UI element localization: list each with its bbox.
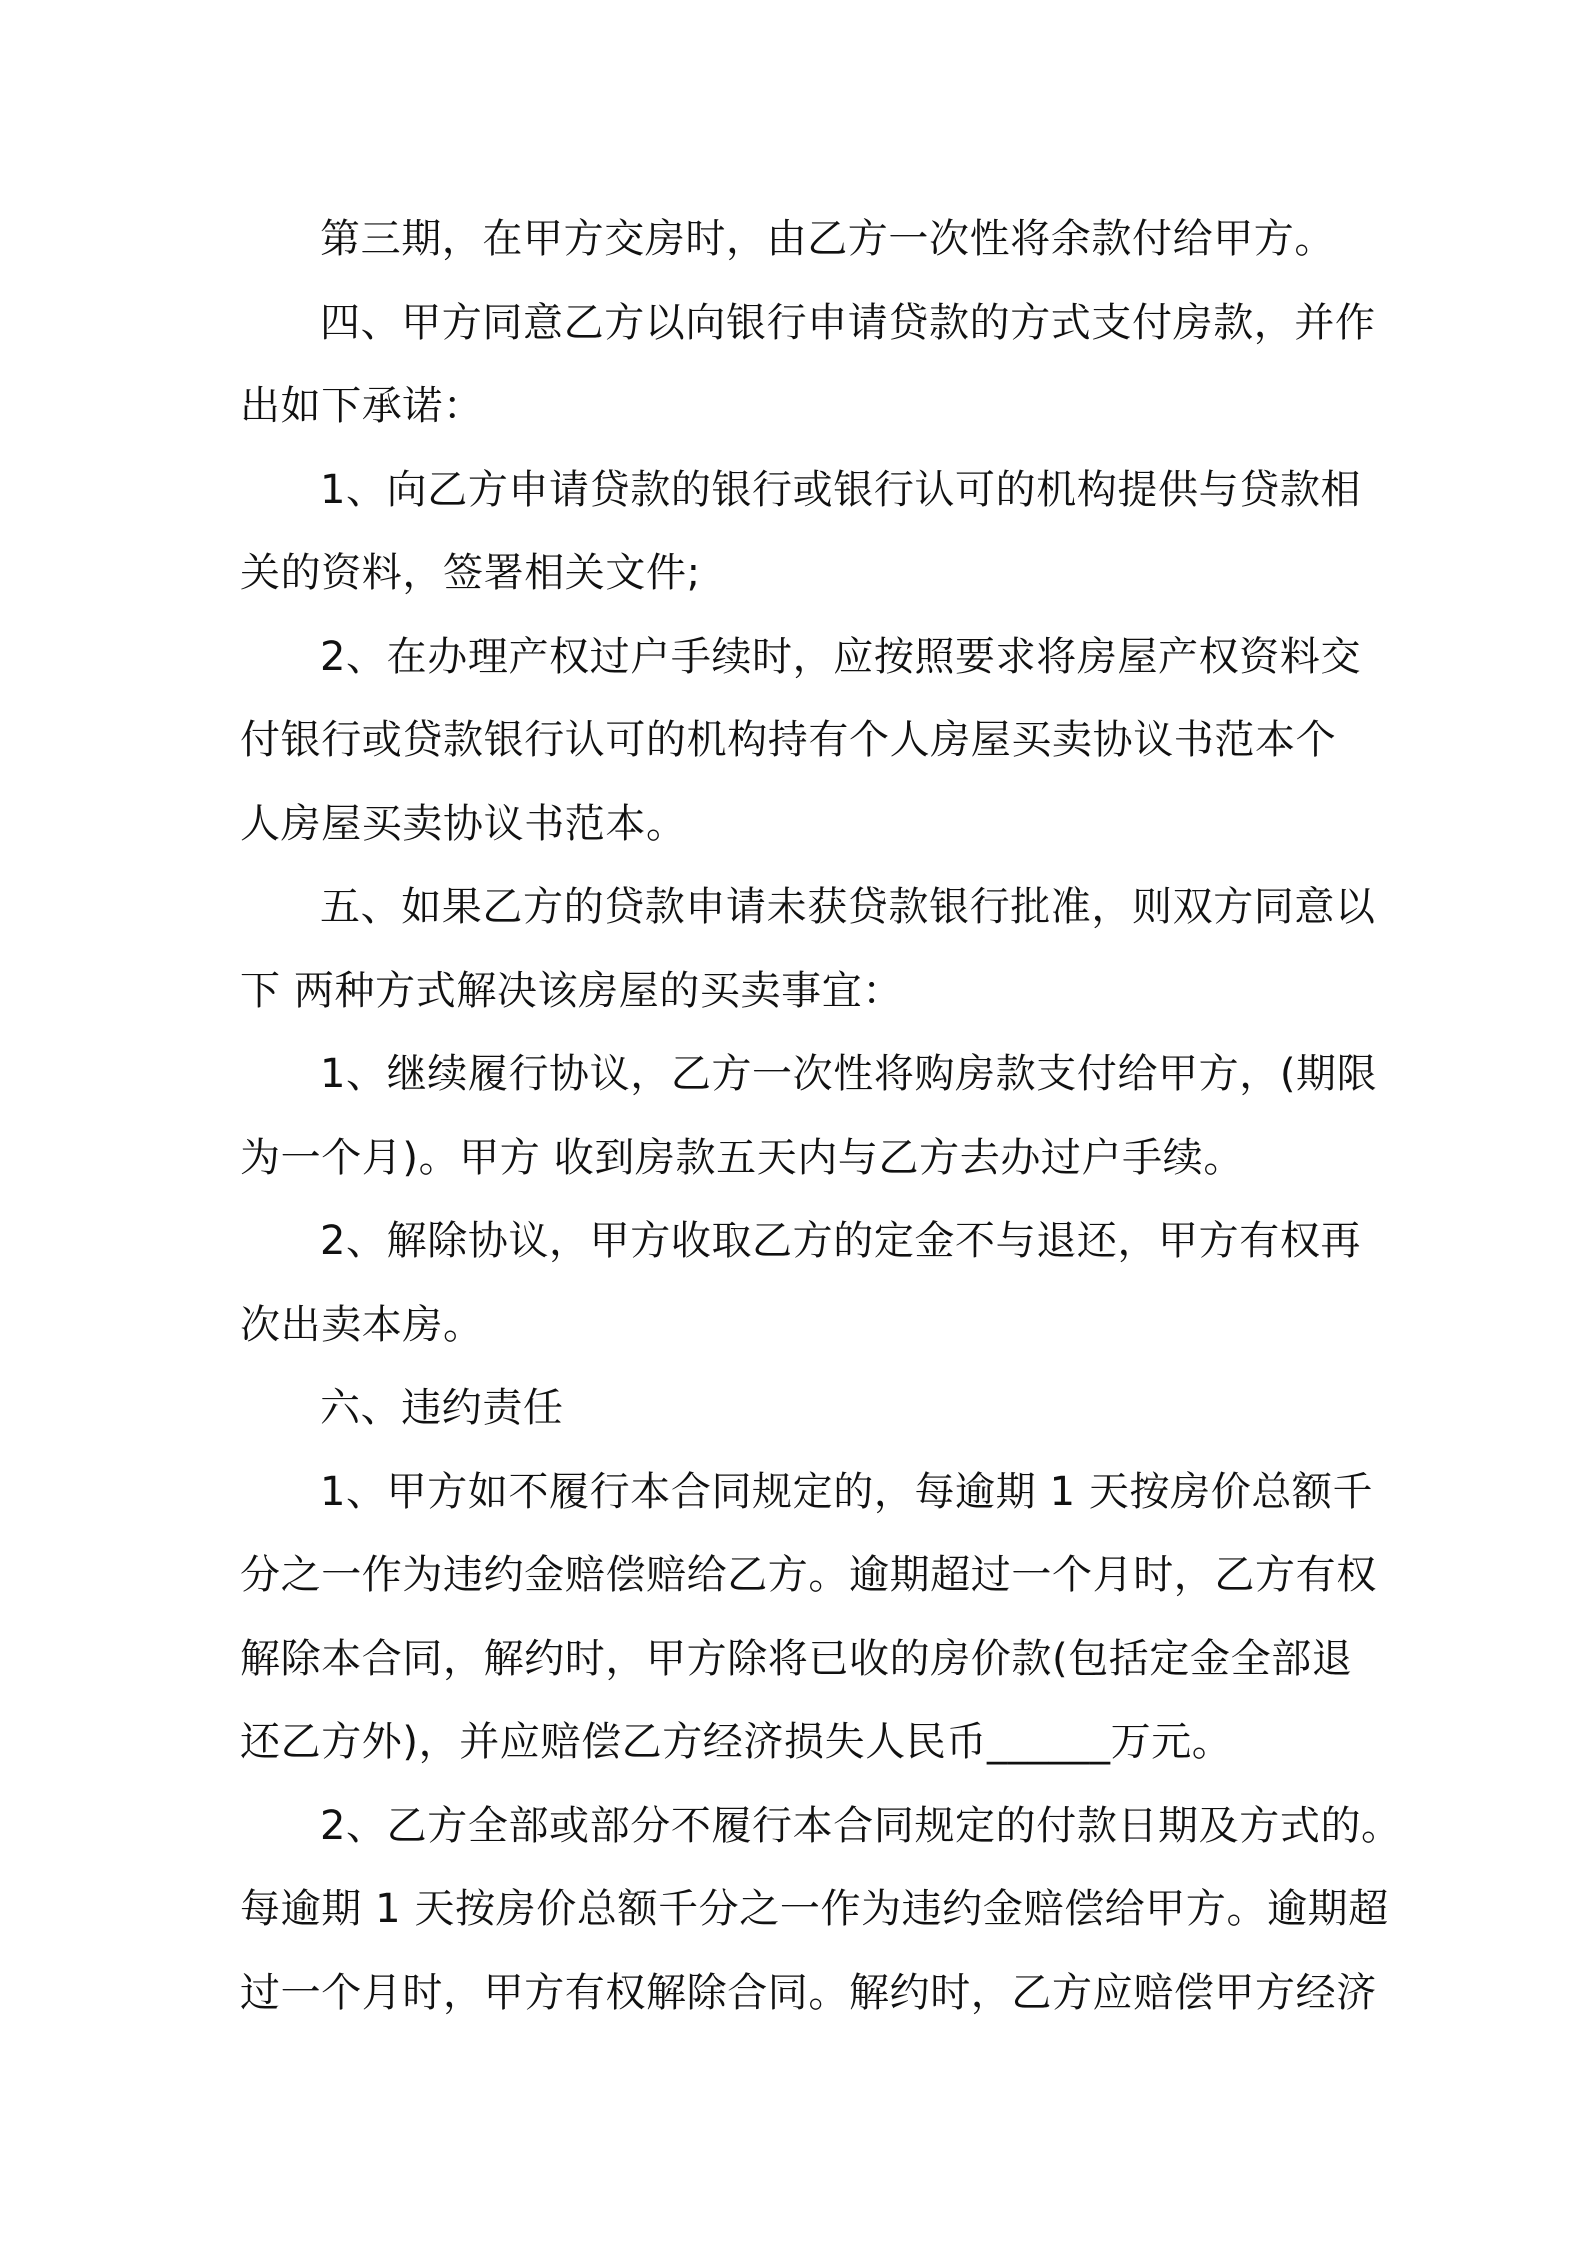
text-line: 次出卖本房。	[240, 1301, 484, 1348]
text-line: 解除本合同，解约时，甲方除将已收的房价款(包括定金全部退	[240, 1635, 1353, 1682]
text-line: 为一个月)。甲方 收到房款五天内与乙方去办过户手续。	[240, 1134, 1244, 1181]
text-line: 六、违约责任	[320, 1385, 564, 1431]
text-line: 2、乙方全部或部分不履行本合同规定的付款日期及方式的。	[320, 1802, 1402, 1849]
text-line: 过一个月时，甲方有权解除合同。解约时，乙方应赔偿甲方经济	[240, 1969, 1377, 2016]
text-line: 四、甲方同意乙方以向银行申请贷款的方式支付房款，并作	[320, 299, 1376, 346]
text-line: 2、解除协议，甲方收取乙方的定金不与退还，甲方有权再	[320, 1218, 1362, 1264]
text-line: 关的资料，签署相关文件;	[240, 550, 701, 596]
text-line: 第三期，在甲方交房时，由乙方一次性将余款付给甲方。	[320, 216, 1335, 262]
text-line: 每逾期 1 天按房价总额千分之一作为违约金赔偿给甲方。逾期超	[240, 1886, 1389, 1932]
text-line: 付银行或贷款银行认可的机构持有个人房屋买卖协议书范本个	[240, 717, 1337, 763]
text-line: 出如下承诺：	[240, 383, 484, 429]
text-line: 1、继续履行协议，乙方一次性将购房款支付给甲方，(期限	[320, 1051, 1378, 1097]
text-line: 1、甲方如不履行本合同规定的，每逾期 1 天按房价总额千	[320, 1468, 1374, 1515]
text-line: 还乙方外)，并应赔偿乙方经济损失人民币______万元。	[240, 1719, 1233, 1765]
text-line: 2、在办理产权过户手续时，应按照要求将房屋产权资料交	[320, 633, 1362, 680]
text-line: 下 两种方式解决该房屋的买卖事宜：	[240, 967, 903, 1014]
text-line: 人房屋买卖协议书范本。	[240, 800, 687, 847]
text-line: 分之一作为违约金赔偿赔给乙方。逾期超过一个月时，乙方有权	[240, 1552, 1377, 1598]
document-body	[240, 198, 1402, 2035]
text-line: 五、如果乙方的贷款申请未获贷款银行批准，则双方同意以	[320, 884, 1376, 930]
text-line: 1、向乙方申请贷款的银行或银行认可的机构提供与贷款相	[320, 466, 1362, 513]
